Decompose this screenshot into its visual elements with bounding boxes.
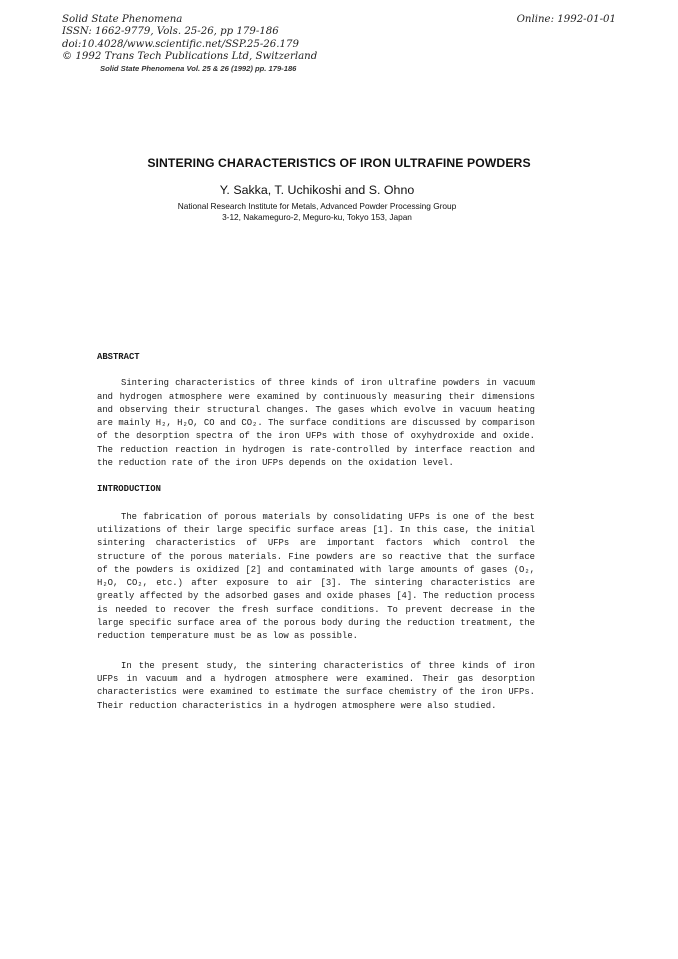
introduction-paragraph-2: In the present study, the sintering characteristics of three kinds of iron UFPs in vacuum and a hydrogen atmosphere were examined. Their gas desorption characteristics were examined to estimate the surface chemistry of the iron UFPs. Their reduction characteristics in a hydrogen atmosphere were also studied. xyxy=(97,660,535,711)
copyright-line: © 1992 Trans Tech Publications Ltd, Switzerland xyxy=(62,51,318,63)
issn-line: ISSN: 1662-9779, Vols. 25-26, pp 179-186 xyxy=(62,26,279,38)
paper-authors: Y. Sakka, T. Uchikoshi and S. Ohno xyxy=(219,183,415,197)
abstract-heading: ABSTRACT xyxy=(97,352,140,362)
paper-title: SINTERING CHARACTERISTICS OF IRON ULTRAFINE POWDERS xyxy=(147,156,531,170)
abstract-text: Sintering characteristics of three kinds of iron ultrafine powders in vacuum and hydrogen atmosphere were examined by continuously measuring their dimensions and observing their structural changes. The gases which evolve in vacuum heating are mainly H₂, H₂O, CO and CO₂. The surface conditions are discussed by comparison of the desorption spectra of the iron UFPs with those of oxyhydroxide and oxide. The reduction reaction in hydrogen is rate-controlled by interface reaction and the reduction rate of the iron UFPs depends on the oxidation level. xyxy=(97,378,535,469)
journal-volume-line: Solid State Phenomena Vol. 25 & 26 (1992) pp. 179-186 xyxy=(100,64,297,73)
citation-metadata xyxy=(62,14,317,64)
doi-line[interactable]: doi:10.4028/www.scientific.net/SSP.25-26.179 xyxy=(62,38,299,50)
affiliation-institute: National Research Institute for Metals, Advanced Powder Processing Group xyxy=(177,201,457,211)
affiliation-address: 3-12, Nakameguro-2, Meguro-ku, Tokyo 153, Japan xyxy=(222,212,412,222)
paper-body xyxy=(97,351,535,713)
online-date: Online: 1992-01-01 xyxy=(516,14,616,25)
introduction-heading: INTRODUCTION xyxy=(97,484,161,495)
introduction-paragraph-1: The fabrication of porous materials by consolidating UFPs is one of the best utilizations of their large specific surface areas [1]. In this case, the initial sintering characteristics of UFPs are important factors which control the structure of the porous materials. Fine powders are so reactive that the surface of the powders is oxidized [2] and contaminated with large amounts of gases (O₂, H₂O, CO₂, etc.) after exposure to air [3]. The sintering characteristics are greatly affected by the adsorbed gases and oxide phases [4]. The reduction process is needed to recover the fresh surface conditions. To prevent decrease in the large specific surface area of the porous body during the reduction treatment, the reduction temperature must be as low as possible. xyxy=(97,511,535,642)
journal-name: Solid State Phenomena xyxy=(62,14,183,25)
